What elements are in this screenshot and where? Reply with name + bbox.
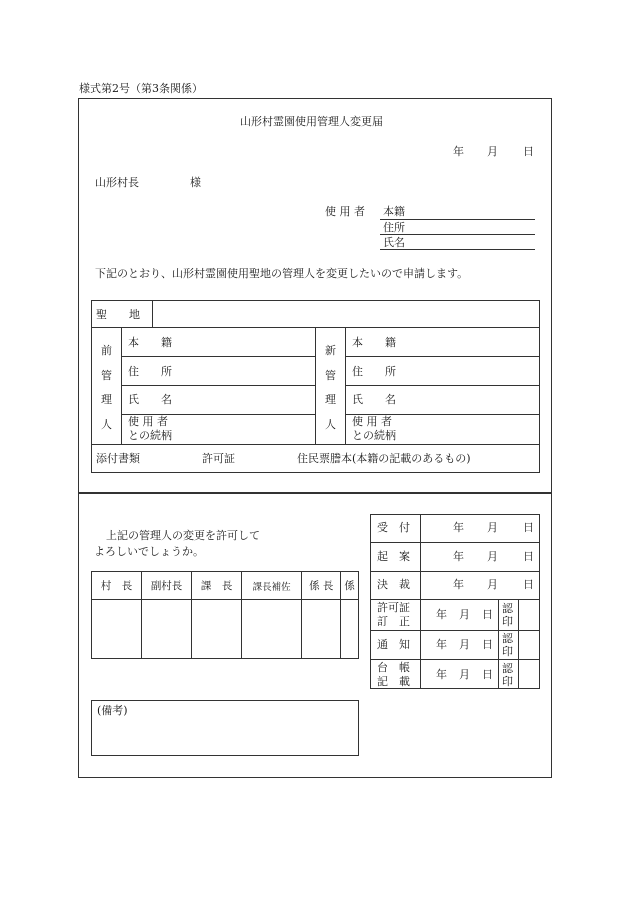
permit-year: 年	[436, 608, 447, 621]
statement-text: 下記のとおり、山形村霊園使用聖地の管理人を変更したいので申請します。	[95, 267, 469, 280]
seal-ledger-1: 認	[502, 662, 513, 675]
permit-correction-label-2: 訂 正	[377, 615, 410, 628]
new-honseki-label: 本 籍	[352, 336, 396, 349]
draft-year: 年	[453, 550, 464, 563]
process-draft-label: 起 案	[377, 550, 410, 563]
ledger-label-1: 台 帳	[377, 661, 410, 674]
form-title: 山形村霊園使用管理人変更届	[240, 115, 383, 128]
stamp-cell-village-head	[92, 600, 142, 659]
notice-day: 日	[482, 638, 493, 651]
date-month: 月	[487, 145, 498, 158]
header-village-head: 村 長	[92, 572, 142, 600]
decision-month: 月	[487, 578, 498, 591]
applicant-name-line	[380, 249, 535, 250]
applicant-address-line	[380, 234, 535, 235]
addressee-name: 山形村長	[95, 176, 139, 189]
former-relation-2: との続柄	[128, 429, 172, 442]
header-section-chief: 課 長	[192, 572, 242, 600]
stamp-cell-section-chief	[192, 600, 242, 659]
addressee-honorific: 様	[190, 176, 201, 189]
seal-ledger-2: 印	[502, 675, 513, 688]
header-subsection-chief: 係 長	[302, 572, 341, 600]
applicant-name-label: 氏名	[383, 236, 405, 249]
permit-month: 月	[459, 608, 470, 621]
draft-day: 日	[523, 550, 534, 563]
former-relation-1: 使 用 者	[128, 415, 168, 428]
draft-month: 月	[487, 550, 498, 563]
ledger-day: 日	[482, 668, 493, 681]
ledger-month: 月	[459, 668, 470, 681]
remarks-box	[91, 700, 359, 756]
former-name-label: 氏 名	[128, 393, 172, 406]
remarks-label: (備考)	[97, 704, 128, 717]
reception-day: 日	[523, 521, 534, 534]
stamp-cell-assistant-chief	[242, 600, 302, 659]
process-reception-label: 受 付	[377, 521, 410, 534]
former-address-label: 住 所	[128, 365, 172, 378]
new-label-2: 管	[325, 369, 336, 382]
stamp-cell-staff	[341, 600, 359, 659]
process-decision-label: 決 裁	[377, 578, 410, 591]
approval-table	[91, 571, 359, 659]
new-address-label: 住 所	[352, 365, 396, 378]
seal-notice-1: 認	[502, 632, 513, 645]
header-assistant-chief: 課長補佐	[242, 572, 302, 600]
permit-correction-label-1: 許可証	[377, 601, 410, 614]
former-label-3: 理	[101, 393, 112, 406]
seal-permit-1: 認	[502, 602, 513, 615]
stamp-cell-deputy-head	[142, 600, 192, 659]
decision-day: 日	[523, 578, 534, 591]
applicant-address-label: 住所	[383, 221, 405, 234]
ledger-year: 年	[436, 668, 447, 681]
applicant-honseki-label: 本籍	[383, 205, 405, 218]
notice-label: 通 知	[377, 638, 410, 651]
attachment-permit: 許可証	[202, 452, 235, 465]
attachment-juminhyo: 住民票謄本(本籍の記載のあるもの)	[297, 452, 471, 465]
new-relation-1: 使 用 者	[352, 415, 392, 428]
new-label-3: 理	[325, 393, 336, 406]
decision-year: 年	[453, 578, 464, 591]
header-deputy-head: 副村長	[142, 572, 192, 600]
form-number: 様式第2号（第3条関係）	[79, 82, 203, 95]
approval-text-1: 上記の管理人の変更を許可して	[106, 529, 260, 542]
new-relation-2: との続柄	[352, 429, 396, 442]
header-staff: 係	[341, 572, 359, 600]
former-label-2: 管	[101, 369, 112, 382]
applicant-honseki-line	[380, 219, 535, 220]
new-name-label: 氏 名	[352, 393, 396, 406]
stamp-cell-subsection-chief	[302, 600, 341, 659]
reception-year: 年	[453, 521, 464, 534]
former-honseki-label: 本 籍	[128, 336, 172, 349]
approval-text-2: よろしいでしょうか。	[94, 545, 204, 558]
former-label-1: 前	[101, 344, 112, 357]
section-divider	[78, 492, 552, 494]
seal-notice-2: 印	[502, 645, 513, 658]
applicant-label: 使 用 者	[325, 205, 365, 218]
reception-month: 月	[487, 521, 498, 534]
seichi-label: 聖 地	[96, 308, 140, 321]
ledger-label-2: 記 載	[377, 675, 410, 688]
date-year: 年	[453, 145, 464, 158]
attachments-label: 添付書類	[96, 452, 140, 465]
seal-permit-2: 印	[502, 615, 513, 628]
new-label-1: 新	[325, 344, 336, 357]
notice-year: 年	[436, 638, 447, 651]
new-label-4: 人	[325, 418, 336, 431]
date-day: 日	[523, 145, 534, 158]
former-label-4: 人	[101, 418, 112, 431]
permit-day: 日	[482, 608, 493, 621]
notice-month: 月	[459, 638, 470, 651]
